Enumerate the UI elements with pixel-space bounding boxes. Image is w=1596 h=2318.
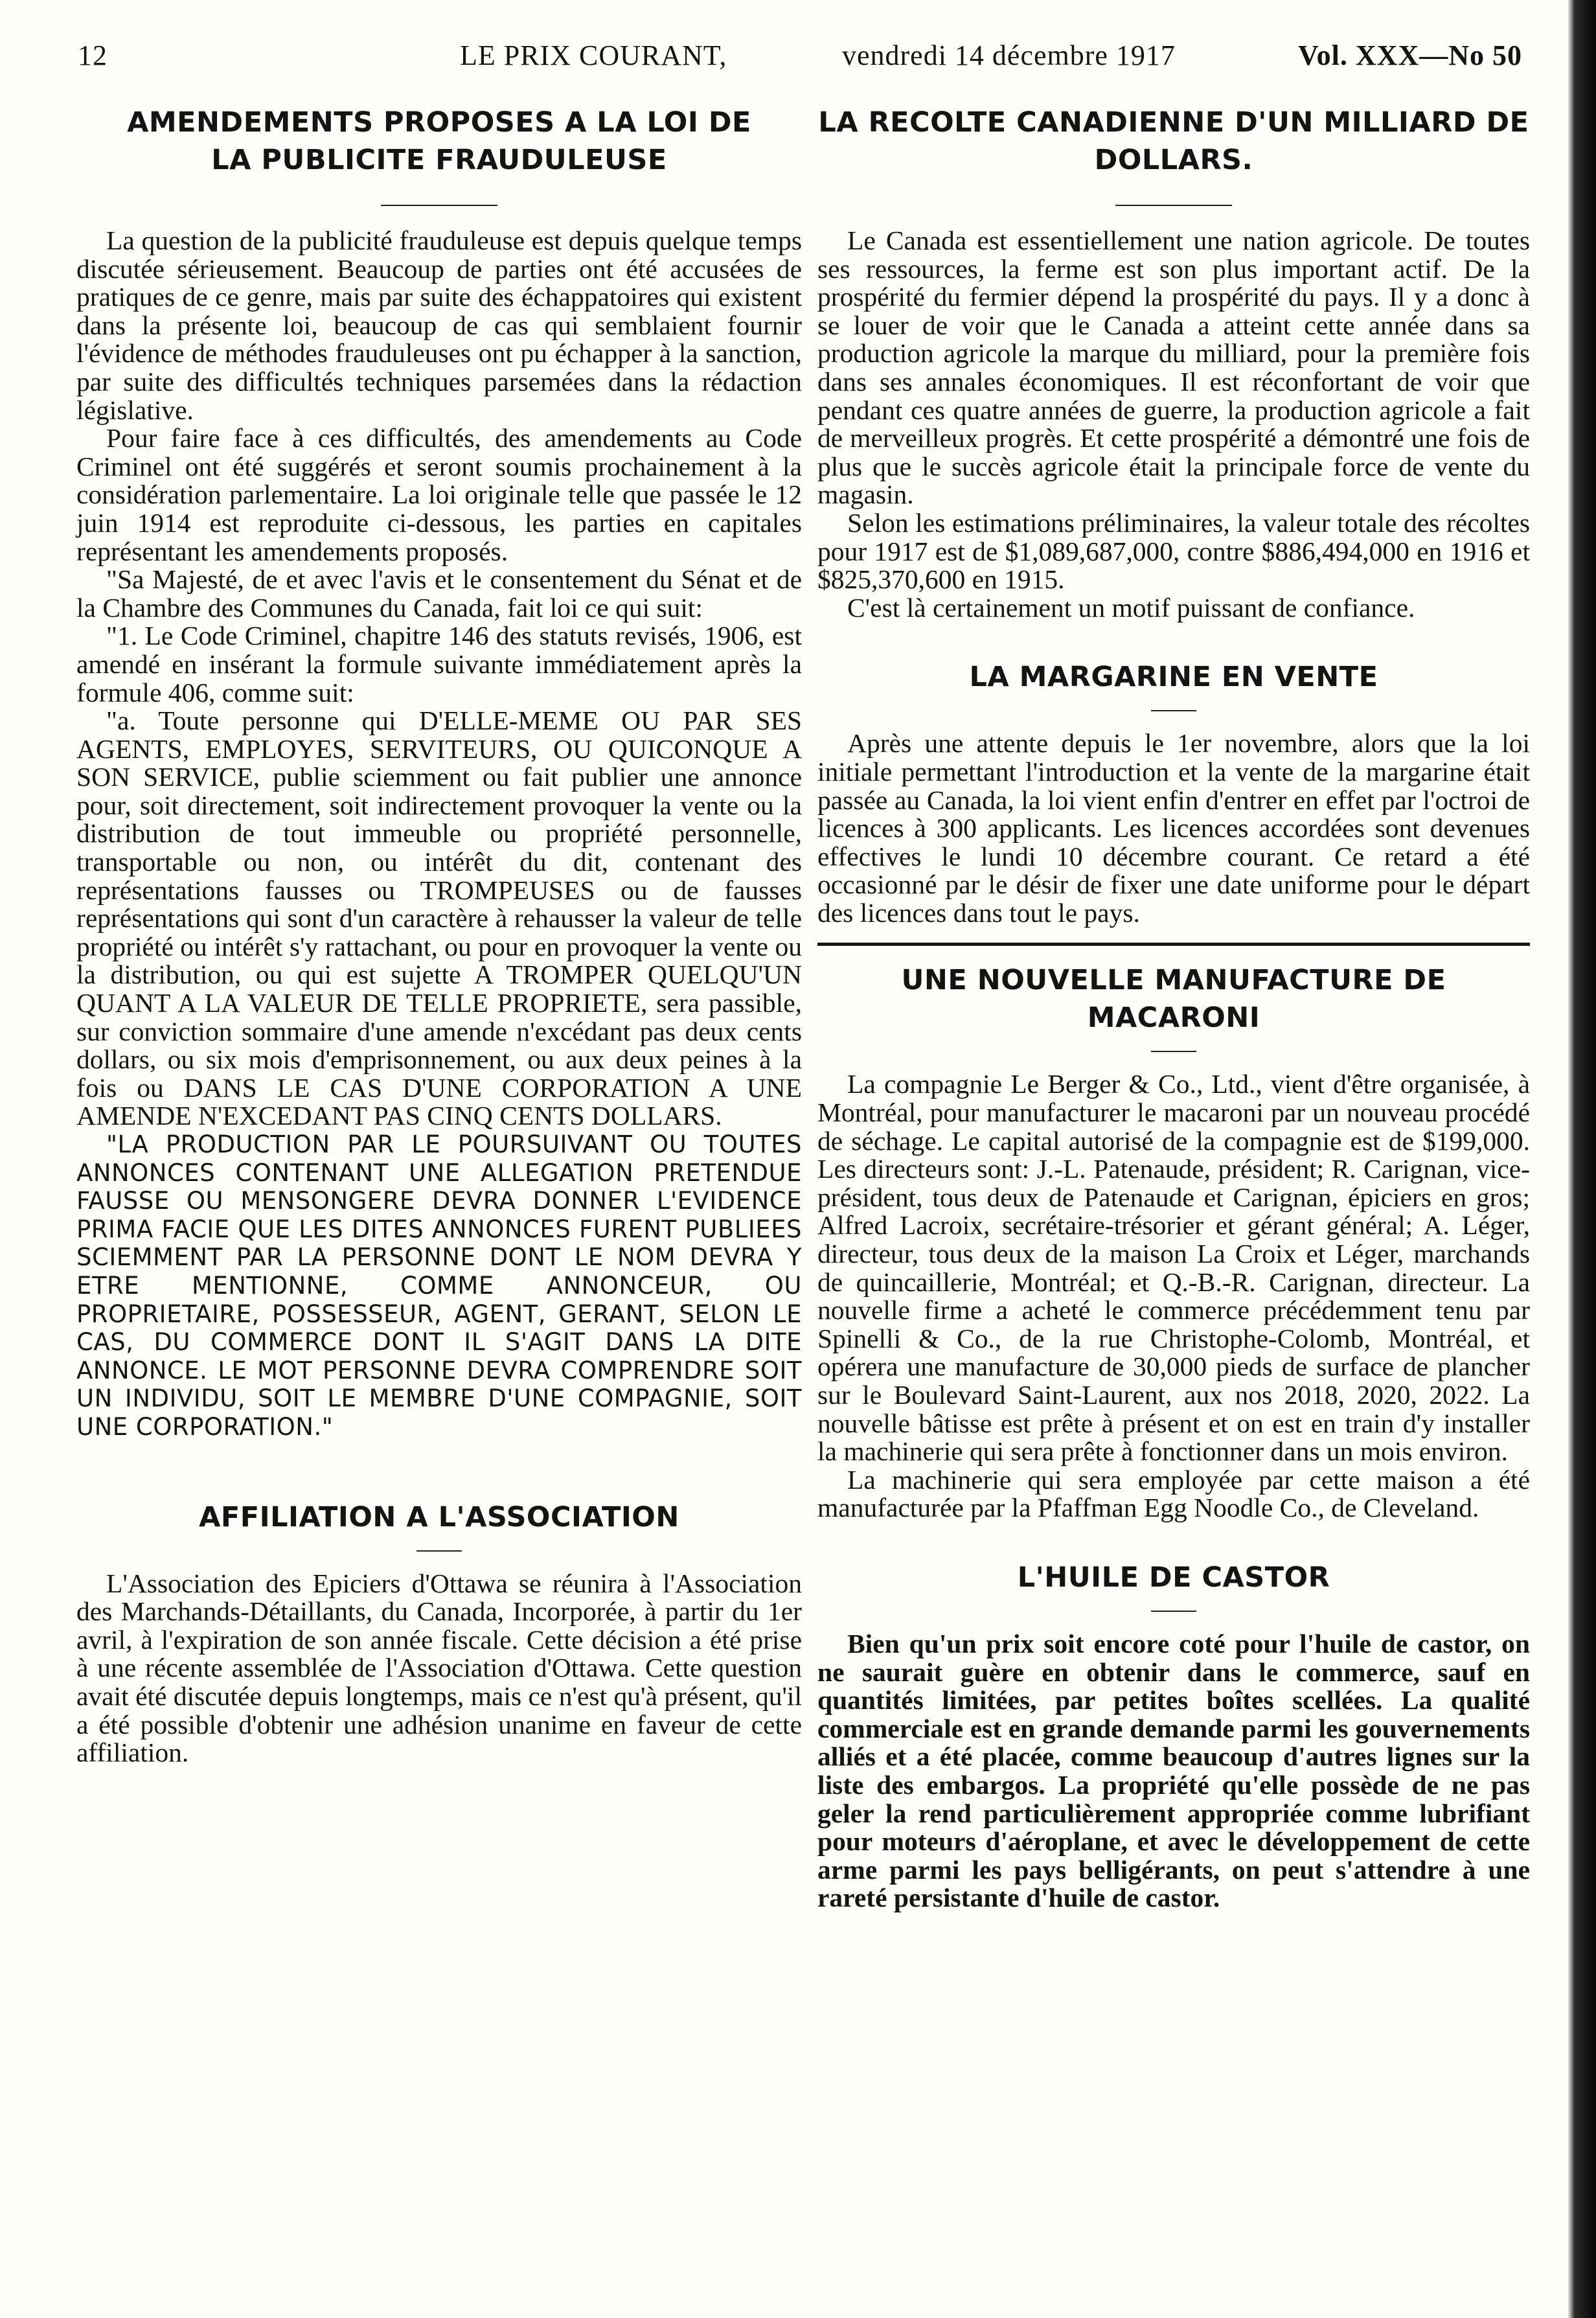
paragraph: "1. Le Code Criminel, chapitre 146 des statuts revisés, 1906, est amendé en insérant la formule suivante immédiatement après la formule 406, comme suit: [76,621,802,707]
page-header [78,39,1522,84]
paragraph: C'est là certainement un motif puissant de confiance. [847,592,1415,623]
paragraph: Le Canada est essentiellement une nation agricole. De toutes ses ressources, la ferme est son plus important actif. De la prospérité du fermier dépend la prospérité du pays. Il y a donc à se louer de voir que le Canada a atteint cette année dans sa production agricole la marque du milliard, pour la première fois dans ses annales économiques. Il est réconfortant de voir que pendant ces quatre années de guerre, la production agricole a fait de merveilleux progrès. Et cette prospérité a démontré une fois de plus que le succès agricole était la principale force de vente du magasin. [817,225,1530,510]
section-divider [817,943,1530,946]
article-recolte-canadienne [817,104,1530,622]
scan-edge-shadow [1568,0,1596,2318]
spacer [76,1441,802,1498]
journal-title: LE PRIX COURANT, [460,40,727,71]
article-huile-castor [817,1559,1530,1912]
right-column [817,104,1530,1912]
paragraph-capitals: "LA PRODUCTION PAR LE POURSUIVANT OU TOUTES ANNONCES CONTENANT UNE ALLEGATION PRETENDUE FAUSSE OU MENSONGERE DEVRA DONNER L'EVIDENCE PRIMA FACIE QUE LES DITES ANNONCES FURENT PUBLIEES SCIEMMENT PAR LA PERSONNE DONT LE NOM DEVRA Y ETRE MENTIONNE, COMME ANNONCEUR, OU PROPRIETAIRE, POSSESSEUR, AGENT, GERANT, SELON LE CAS, DU COMMERCE DONT IL S'AGIT DANS LA DITE ANNONCE. LE MOT PERSONNE DEVRA COMPRENDRE SOIT UN INDIVIDU, SOIT LE MEMBRE D'UNE COMPAGNIE, SOIT UNE CORPORATION." [76,1130,802,1441]
spacer [817,1522,1530,1559]
volume-number: Vol. XXX—No 50 [1297,40,1522,71]
article-title: UNE NOUVELLE MANUFACTURE DE MACARONI [901,964,1446,1035]
title-rule [381,205,497,206]
title-rule [1151,1051,1196,1052]
paragraph: Après une attente depuis le 1er novembre, alors que la loi initiale permettant l'introduction et la vente de la margarine était passée au Canada, la loi vient enfin d'entrer en effet par l'octroi de licences à 300 applicants. Les licences accordées sont devenues effectives le lundi 10 décembre courant. Ce retard a été occasionné par le désir de fixer une date uniforme pour le départ des licences dans tout le pays. [817,728,1530,928]
spacer [817,622,1530,658]
title-rule [416,1550,462,1552]
issue-date: vendredi 14 décembre 1917 [842,40,1176,71]
article-macaroni [817,961,1530,1522]
paragraph: La machinerie qui sera employée par cette maison a été manufacturée par la Pfaffman Egg Noodle Co., de Cleveland. [817,1464,1530,1523]
article-title: L'HUILE DE CASTOR [1017,1561,1330,1594]
article-affiliation [76,1498,802,1767]
title-rule [1115,205,1232,206]
page-number: 12 [78,40,108,71]
title-rule [1151,1611,1196,1612]
paragraph: Pour faire face à ces difficultés, des amendements au Code Criminel ont été suggérés et seront soumis prochainement à la considération parlementaire. La loi originale telle que passée le 12 juin 1914 est reproduite ci-dessous, les parties en capitales représentant les amendements proposés. [76,423,802,566]
paragraph: La question de la publicité frauduleuse est depuis quelque temps discutée sérieusement. Beaucoup de parties ont été accusées de pratiques de ce genre, mais par suite des échappatoires qui existent dans la présente loi, beaucoup de cas qui semblaient fournir l'évidence de méthodes frauduleuses ont pu échapper à la sanction, par suite des difficultés techniques parsemées dans la rédaction législative. [76,225,802,425]
article-title: AMENDEMENTS PROPOSES A LA LOI DE LA PUBLICITE FRAUDULEUSE [127,106,751,176]
paragraph: Selon les estimations préliminaires, la valeur totale des récoltes pour 1917 est de $1,089,687,000, contre $886,494,000 en 1916 et $825,370,600 en 1915. [817,507,1530,595]
article-title: AFFILIATION A L'ASSOCIATION [199,1500,679,1533]
left-column [76,104,802,1767]
article-margarine [817,658,1530,927]
article-title: LA RECOLTE CANADIENNE D'UN MILLIARD DE DOLLARS. [818,106,1529,176]
paragraph: L'Association des Epiciers d'Ottawa se réunira à l'Association des Marchands-Détaillants, du Canada, Incorporée, à partir du 1er avril, à l'expiration de son année fiscale. Cette décision a été prise à une récente assemblée de l'Association d'Ottawa. Cette question avait été discutée depuis longtemps, mais ce n'est qu'à présent, qu'il a été possible d'obtenir une adhésion unanime en faveur de cette affiliation. [76,1568,802,1768]
paragraph: La compagnie Le Berger & Co., Ltd., vient d'être organisée, à Montréal, pour manufacturer le macaroni par un nouveau procédé de séchage. Le capital autorisé de la compagnie est de $199,000. Les directeurs sont: J.-L. Patenaude, président; R. Carignan, vice-président, tous deux de Patenaude et Carignan, épiciers en gros; Alfred Lacroix, secrétaire-trésorier et gérant général; A. Léger, directeur, tous deux de la maison La Croix et Léger, marchands de quincaillerie, Montréal; et Q.-B.-R. Carignan, directeur. La nouvelle firme a acheté le commerce précédemment tenu par Spinelli & Co., de la rue Christophe-Colomb, Montréal, et opérera une manufacture de 30,000 pieds de surface de plancher sur le Boulevard Saint-Laurent, aux nos 2018, 2020, 2022. La nouvelle bâtisse est prête à présent et on est en train d'y installer la machinerie qui sera prête à fonctionner dans un mois environ. [817,1069,1530,1467]
article-title: LA MARGARINE EN VENTE [969,661,1378,694]
paragraph: Bien qu'un prix soit encore coté pour l'huile de castor, on ne saurait guère en obtenir dans le commerce, sauf en quantités limitées, par petites boîtes scellées. La qualité commerciale est en grande demande parmi les gouvernements alliés et a été placée, comme beaucoup d'autres lignes sur la liste des embargos. La propriété qu'elle possède de ne pas geler la rend particulièrement appropriée comme lubrifiant pour moteurs d'aéroplane, et avec le développement de cette arme parmi les pays belligérants, on peut s'attendre à une rareté persistante d'huile de castor. [817,1628,1530,1913]
title-rule [1151,710,1196,711]
article-publicite-frauduleuse [76,104,802,1441]
paragraph: "Sa Majesté, de et avec l'avis et le consentement du Sénat et de la Chambre des Communes du Canada, fait loi ce qui suit: [76,564,802,623]
paragraph: "a. Toute personne qui D'ELLE-MEME OU PAR SES AGENTS, EMPLOYES, SERVITEURS, OU QUICONQUE A SON SERVICE, publie sciemment ou fait publier une annonce pour, soit directement, soit indirectement provoquer la vente ou la distribution de tout immeuble ou propriété personnelle, transportable ou non, ou intérêt du dit, contenant des représentations fausses ou TROMPEUSES ou de fausses représentations qui sont d'un caractère à rehausser la valeur de telle propriété ou intérêt s'y rattachant, ou pour en provoquer la vente ou la distribution, ou qui est sujette A TROMPER QUELQU'UN QUANT A LA VALEUR DE TELLE PROPRIETE, sera passible, sur conviction sommaire d'une amende n'excédant pas deux cents dollars, ou six mois d'emprisonnement, ou aux deux peines à la fois ou DANS LE CAS D'UNE CORPORATION A UNE AMENDE N'EXCEDANT PAS CINQ CENTS DOLLARS. [76,706,802,1131]
